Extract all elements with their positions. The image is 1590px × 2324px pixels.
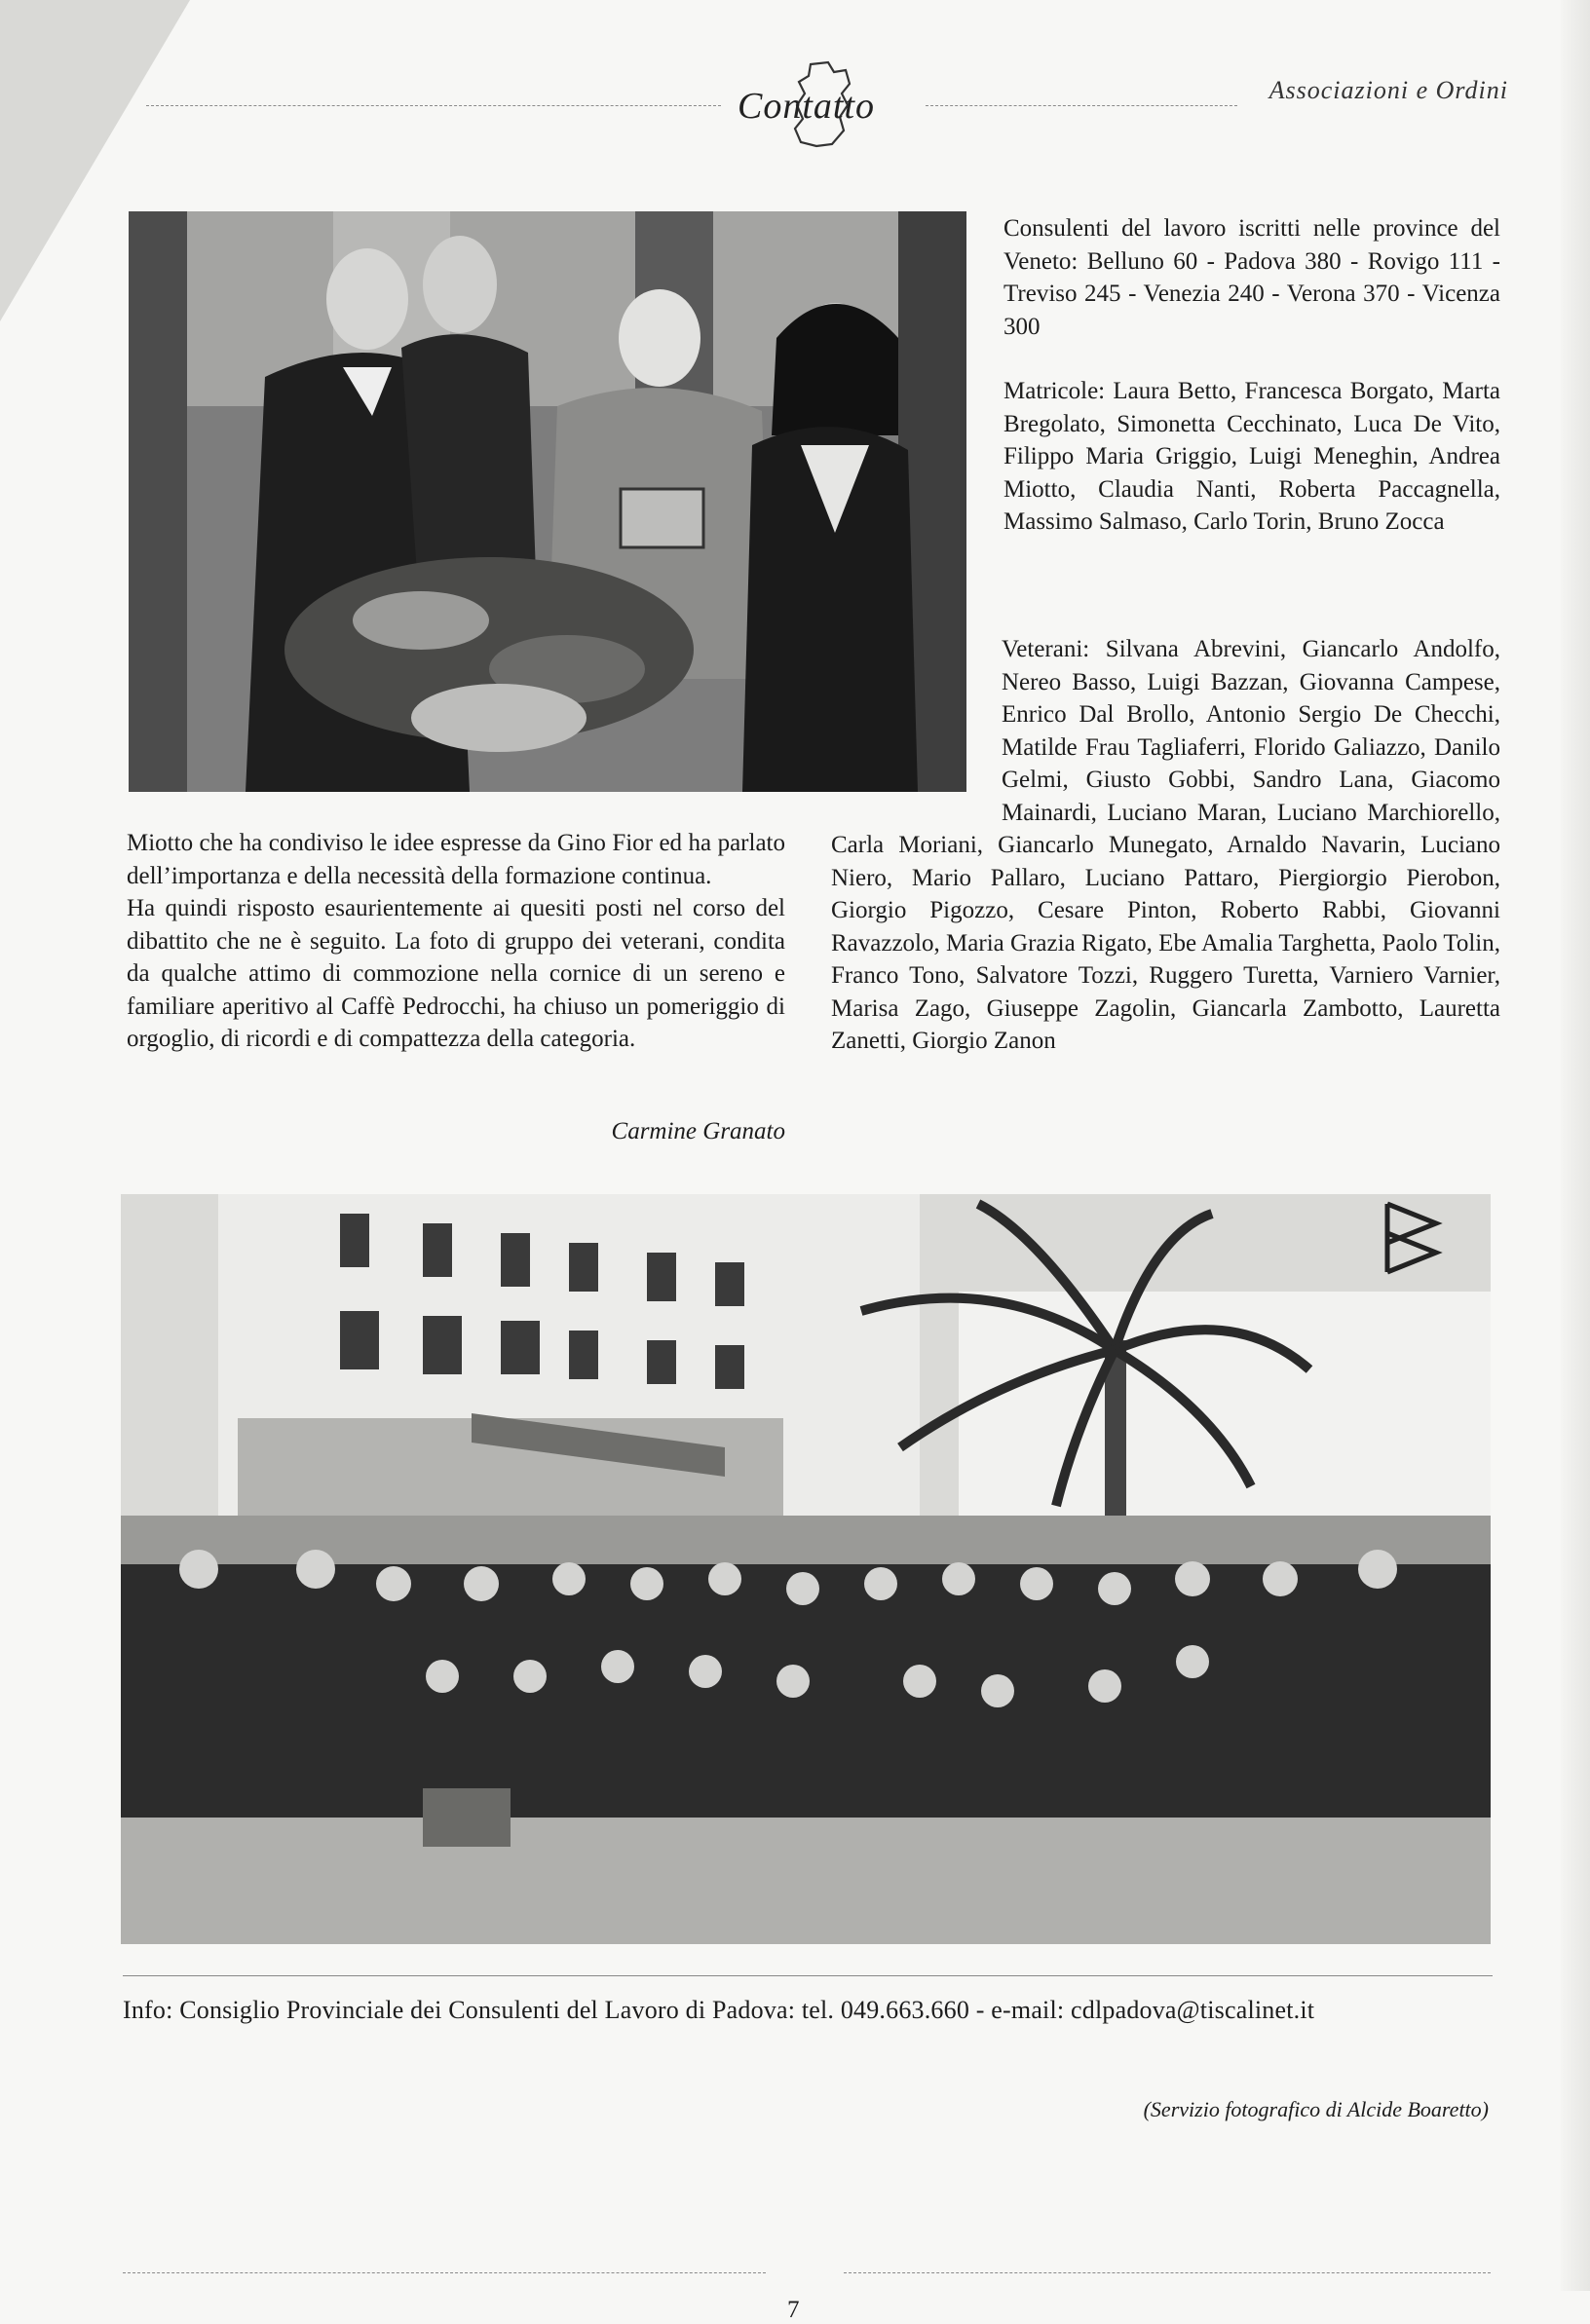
scan-edge: [1561, 0, 1590, 2291]
logo-text: Contatto: [738, 86, 876, 127]
author-signature: Carmine Granato: [611, 1118, 785, 1144]
header-rule-right: [926, 105, 1237, 106]
left-column: [127, 827, 785, 1056]
matricole-paragraph: Matricole: Laura Betto, Francesca Borgato, Marta Bregolato, Simonetta Cecchinato, Luca De Vito, Filippo Maria Griggio, Luigi Meneghin, Andrea Miotto, Claudia Nanti, Roberta Paccagnella, Massimo Salmaso, Carlo Torin, Bruno Zocca: [1003, 378, 1500, 535]
page-number: 7: [787, 2297, 800, 2323]
right-column: [1003, 212, 1500, 571]
section-title: Associazioni e Ordini: [1268, 76, 1508, 104]
photo-wrap-spacer: [831, 633, 1002, 829]
footer-rule-top: [123, 1975, 1493, 1976]
contatto-logo: [736, 60, 911, 148]
veterans-group-photo: [121, 1194, 1491, 1944]
footer-rule-left: [123, 2272, 766, 2273]
left-paragraph-1: Miotto che ha condiviso le idee espresse da Gino Fior ed ha parlato dell’importanza e della necessità della formazione continua.: [127, 830, 785, 889]
veterans-block: [831, 633, 1500, 1058]
contact-info: Info: Consiglio Provinciale dei Consulenti del Lavoro di Padova: tel. 049.663.660 - e-mail: cdlpadova@tiscalinet.it: [123, 1996, 1315, 2024]
veterans-paragraph: Veterani: Silvana Abrevini, Giancarlo Andolfo, Nereo Basso, Luigi Bazzan, Giovanna Campese, Enrico Dal Brollo, Antonio Sergio De Checchi, Matilde Frau Tagliaferri, Florido Galiazzo, Danilo Gelmi, Giusto Gobbi, Sandro Lana, Giacomo Mainardi, Luciano Maran, Luciano Marchiorello, Carla Moriani, Giancarlo Munegato, Arnaldo Navarin, Luciano Niero, Mario Pallaro, Luciano Pattaro, Piergiorgio Pierobon, Giorgio Pigozzo, Cesare Pinton, Roberto Rabbi, Giovanni Ravazzolo, Maria Grazia Rigato, Ebe Amalia Targhetta, Paolo Tolin, Franco Tono, Salvatore Tozzi, Ruggero Turetta, Varniero Varnier, Marisa Zago, Giuseppe Zagolin, Giancarla Zambotto, Lauretta Zanetti, Giorgio Zanon: [831, 636, 1500, 1054]
photo-credit: (Servizio fotografico di Alcide Boaretto): [1143, 2097, 1489, 2121]
left-paragraph-2: Ha quindi risposto esaurientemente ai quesiti posti nel corso del dibattito che ne è seguito. La foto di gruppo dei veterani, condita da qualche attimo di commozione nella cornice di un sereno e familiare aperitivo al Caffè Pedrocchi, ha chiuso un pomeriggio di orgoglio, di ricordi e di compattezza della categoria.: [127, 895, 785, 1052]
provinces-paragraph: Consulenti del lavoro iscritti nelle province del Veneto: Belluno 60 - Padova 380 - Rovigo 111 - Treviso 245 - Venezia 240 - Verona 370 - Vicenza 300: [1003, 215, 1500, 340]
footer-rule-right: [844, 2272, 1491, 2273]
header-rule-left: [146, 105, 721, 106]
